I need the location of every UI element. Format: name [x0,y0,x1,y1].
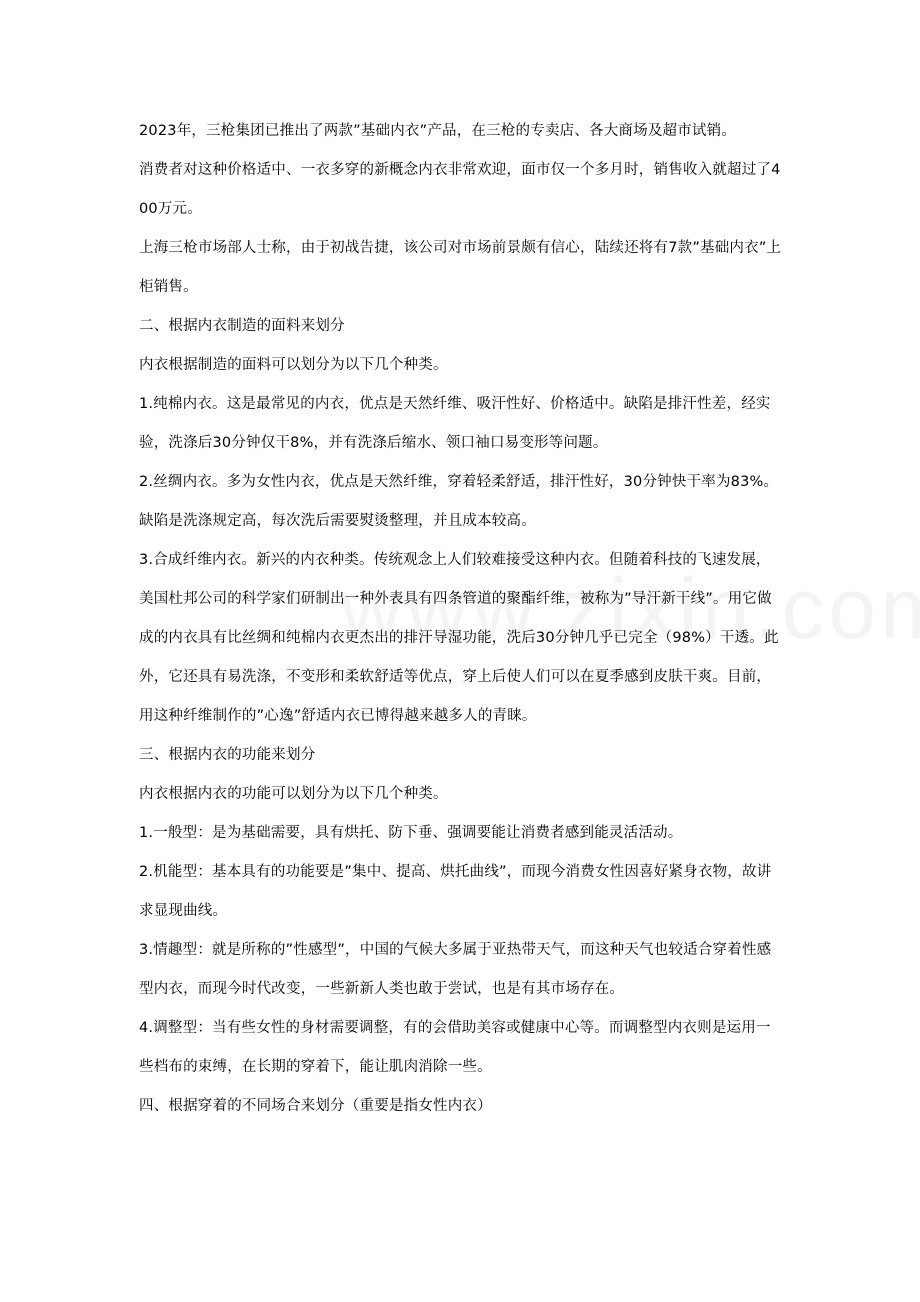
list-item: 2.丝绸内衣。多为女性内衣，优点是天然纤维，穿着轻柔舒适，排汗性好，30分钟快干率为83%。缺陷是洗涤规定高，每次洗后需要熨烫整理，并且成本较高。 [139,474,779,529]
list-item: 4.调整型：当有些女性的身材需要调整，有的会借助美容或健康中心等。而调整型内衣则是运用一些档布的束缚，在长期的穿着下，能让肌肉消除一些。 [139,1020,771,1075]
list-item: 1.纯棉内衣。这是最常见的内衣，优点是天然纤维、吸汗性好、价格适中。缺陷是排汗性差，经实验，洗涤后30分钟仅干8%，并有洗涤后缩水、领口袖口易变形等问题。 [139,396,771,451]
document-body [139,112,782,1126]
list-item: 3.情趣型：就是所称的”性感型”，中国的气候大多属于亚热带天气，而这种天气也较适合穿着性感型内衣，而现今时代改变，一些新新人类也敢于尝试，也是有其市场存在。 [139,942,772,997]
paragraph: 2023年，三枪集团已推出了两款”基础内衣”产品，在三枪的专卖店、各大商场及超市试销。 [139,123,737,139]
section-heading: 三、根据内衣的功能来划分 [139,747,316,763]
list-item: 2.机能型：基本具有的功能要是”集中、提高、烘托曲线”，而现今消费女性因喜好紧身衣物，故讲求显现曲线。 [139,864,772,919]
list-item: 3.合成纤维内衣。新兴的内衣种类。传统观念上人们较难接受这种内衣。但随着科技的飞速发展，美国杜邦公司的科学家们研制出一种外表具有四条管道的聚酯纤维，被称为”导汗新干线”。用它做成的内衣具有比丝绸和纯棉内衣更杰出的排汗导湿功能，洗后30分钟几乎已完全（98%）干透。此外，它还具有易洗涤，不变形和柔软舒适等优点，穿上后使人们可以在夏季感到皮肤干爽。目前，用这种纤维制作的”心逸”舒适内衣已博得越来越多人的青睐。 [139,552,779,724]
paragraph: 上海三枪市场部人士称，由于初战告捷，该公司对市场前景颇有信心，陆续还将有7款”基础内衣”上柜销售。 [139,240,782,295]
section-heading: 二、根据内衣制造的面料来划分 [139,318,345,334]
paragraph: 消费者对这种价格适中、一衣多穿的新概念内衣非常欢迎，面市仅一个多月时，销售收入就超过了400万元。 [139,162,781,217]
list-item: 1.一般型：是为基础需要，具有烘托、防下垂、强调要能让消费者感到能灵活活动。 [139,825,683,841]
section-heading: 四、根据穿着的不同场合来划分（重要是指女性内衣） [139,1098,492,1114]
paragraph: 内衣根据制造的面料可以划分为以下几个种类。 [139,357,448,373]
paragraph: 内衣根据内衣的功能可以划分为以下几个种类。 [139,786,448,802]
